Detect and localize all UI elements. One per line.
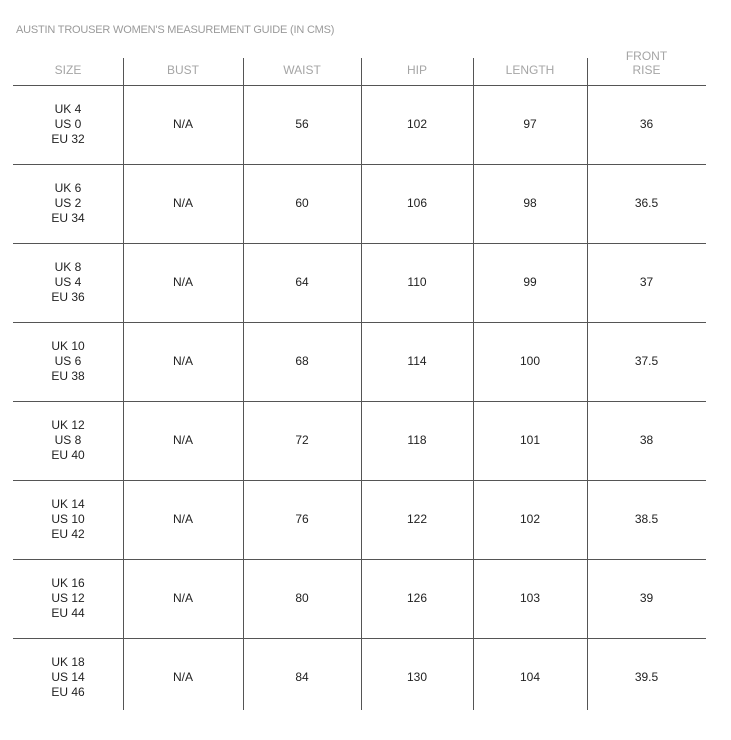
size-stack: [51, 655, 84, 700]
size-label: UK 14: [51, 497, 85, 511]
column-header-size: [13, 46, 123, 77]
hip-cell: 110: [407, 275, 427, 289]
size-label: EU 42: [51, 527, 85, 541]
header-text: FRONT: [625, 49, 668, 63]
hip-cell: 126: [406, 591, 428, 605]
header-text: WAIST: [283, 63, 321, 77]
size-stack: [51, 102, 84, 147]
front-rise-cell: 36: [639, 117, 654, 131]
bust-cell: N/A: [172, 512, 193, 526]
size-stack: [51, 260, 84, 305]
bust-cell: N/A: [172, 275, 193, 289]
front-rise-cell: 39.5: [634, 670, 659, 684]
bust-cell: N/A: [172, 117, 193, 131]
size-label: EU 36: [51, 290, 85, 304]
header-text: HIP: [406, 63, 427, 77]
size-cell: [13, 559, 123, 638]
header-label: [55, 63, 82, 77]
hip-cell: 102: [406, 117, 428, 131]
size-label: UK 18: [51, 655, 85, 669]
front-rise-cell: 37: [639, 275, 654, 289]
size-stack: [51, 497, 84, 542]
front-rise-cell: 38.5: [634, 512, 659, 526]
length-cell: 97: [523, 117, 537, 131]
header-label: [506, 63, 555, 77]
size-label: US 2: [54, 196, 82, 210]
bust-cell: N/A: [172, 591, 193, 605]
size-cell: [13, 322, 123, 401]
column-header-bust: [123, 46, 243, 77]
size-label: EU 44: [51, 606, 85, 620]
hip-cell: 130: [406, 670, 428, 684]
size-label: UK 6: [54, 181, 82, 195]
front-rise-cell: 39: [639, 591, 654, 605]
header-label: [626, 49, 667, 77]
size-label: US 4: [54, 275, 82, 289]
size-stack: [51, 576, 84, 621]
size-cell: [13, 401, 123, 480]
size-label: US 12: [51, 591, 85, 605]
measurement-table: [13, 46, 706, 710]
size-cell: [13, 243, 123, 322]
size-label: EU 38: [51, 369, 85, 383]
waist-cell: 68: [295, 354, 309, 368]
header-label: [407, 63, 427, 77]
bust-cell: N/A: [172, 433, 193, 447]
size-label: EU 46: [51, 685, 85, 699]
header-text: BUST: [166, 63, 199, 77]
size-label: US 6: [54, 354, 82, 368]
length-cell: 101: [519, 433, 541, 447]
size-label: US 0: [54, 117, 82, 131]
size-label: EU 34: [51, 211, 85, 225]
column-header-front-rise: [587, 46, 706, 77]
bust-cell: N/A: [172, 196, 193, 210]
front-rise-cell: 38: [639, 433, 654, 447]
size-stack: [51, 181, 84, 226]
header-text: SIZE: [54, 63, 82, 77]
column-header-length: [473, 46, 587, 77]
front-rise-cell: 36.5: [634, 196, 659, 210]
size-cell: [13, 638, 123, 717]
size-stack: [51, 339, 84, 384]
header-text: LENGTH: [505, 63, 555, 77]
size-cell: [13, 480, 123, 559]
waist-cell: 56: [295, 117, 309, 131]
length-cell: 98: [523, 196, 537, 210]
length-cell: 103: [519, 591, 541, 605]
header-text: RISE: [632, 63, 661, 77]
size-label: US 10: [51, 512, 85, 526]
waist-cell: 60: [295, 196, 309, 210]
waist-cell: 80: [295, 591, 309, 605]
size-label: UK 12: [51, 418, 85, 432]
bust-cell: N/A: [172, 354, 193, 368]
size-stack: [51, 418, 84, 463]
column-header-waist: [243, 46, 361, 77]
bust-cell: N/A: [172, 670, 193, 684]
waist-cell: 84: [295, 670, 309, 684]
hip-cell: 106: [406, 196, 428, 210]
length-cell: 102: [519, 512, 541, 526]
waist-cell: 72: [295, 433, 309, 447]
waist-cell: 64: [295, 275, 309, 289]
column-header-hip: [361, 46, 473, 77]
size-label: UK 8: [54, 260, 82, 274]
length-cell: 100: [519, 354, 541, 368]
front-rise-cell: 37.5: [634, 354, 659, 368]
size-label: UK 4: [54, 102, 82, 116]
size-label: US 8: [54, 433, 82, 447]
header-label: [167, 63, 199, 77]
length-cell: 104: [519, 670, 541, 684]
size-label: EU 32: [51, 132, 85, 146]
hip-cell: 118: [407, 433, 427, 447]
size-label: EU 40: [51, 448, 85, 462]
length-cell: 99: [523, 275, 537, 289]
size-label: US 14: [51, 670, 85, 684]
size-cell: [13, 164, 123, 243]
page-title: AUSTIN TROUSER WOMEN'S MEASUREMENT GUIDE (IN CMS): [16, 24, 335, 36]
hip-cell: 114: [407, 354, 427, 368]
waist-cell: 76: [295, 512, 309, 526]
hip-cell: 122: [406, 512, 428, 526]
size-label: UK 10: [51, 339, 85, 353]
header-label: [283, 63, 321, 77]
size-cell: [13, 85, 123, 164]
size-label: UK 16: [51, 576, 85, 590]
